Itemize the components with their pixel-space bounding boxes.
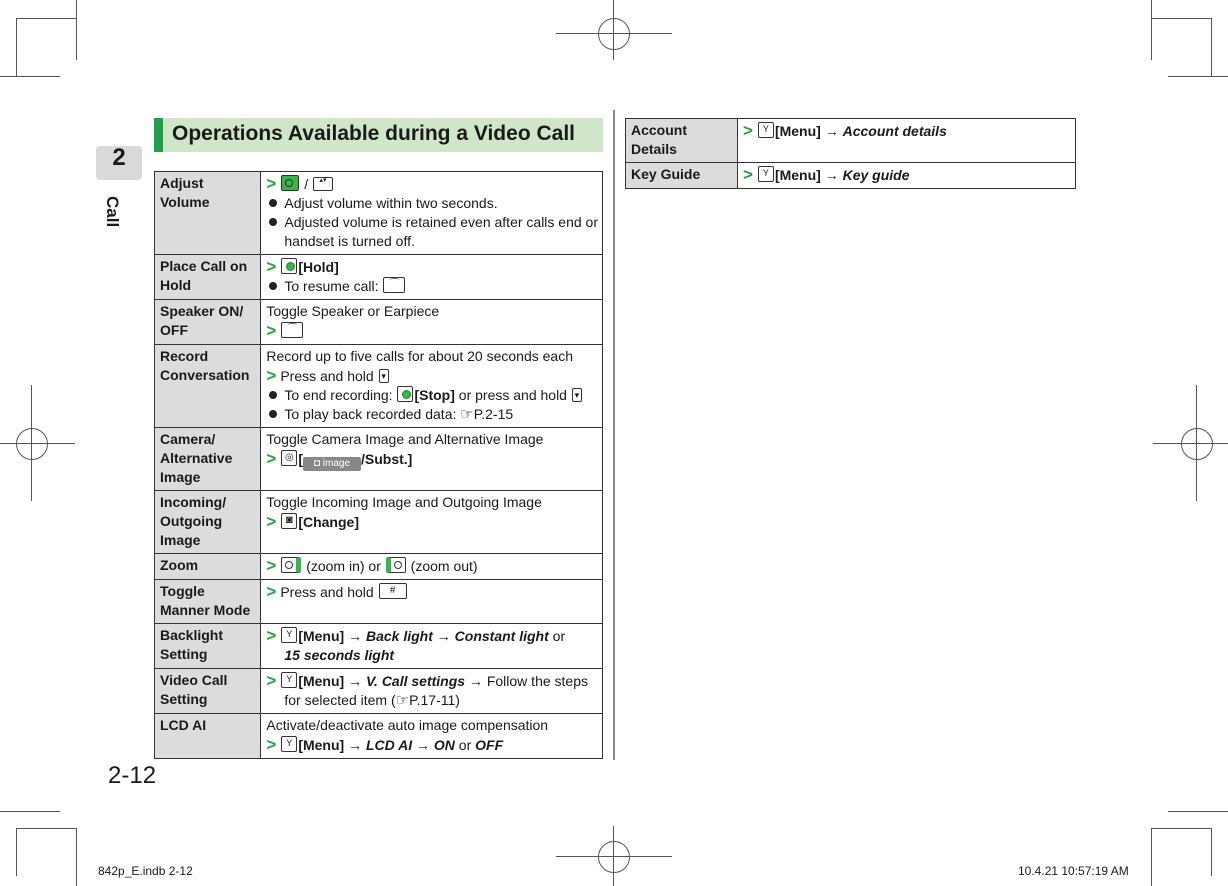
description-line: [266, 735, 598, 755]
description-line: [266, 174, 598, 194]
text-run: →: [432, 628, 455, 644]
row-label: Incoming/ Outgoing Image: [155, 491, 261, 554]
description-line: [266, 430, 598, 449]
text-run: Activate/deactivate auto image compensation: [266, 717, 549, 733]
text-run: [Menu]: [298, 628, 345, 644]
step-arrow-icon: >: [266, 449, 277, 468]
description-line: [266, 626, 598, 646]
text-run: or: [548, 628, 566, 644]
row-description: [261, 714, 603, 759]
menu-key-icon: Y: [281, 672, 297, 688]
text-run: or: [454, 737, 476, 753]
text-run: To end recording:: [284, 387, 397, 403]
text-run: ON: [433, 737, 455, 753]
center-key-icon: [281, 175, 299, 191]
chapter-number: 2: [112, 144, 126, 171]
bullet-icon: [269, 199, 277, 207]
text-run: [: [298, 451, 303, 467]
row-description: [738, 163, 1076, 189]
text-run: P.2-15: [473, 406, 514, 422]
text-run: Back light: [365, 628, 433, 644]
text-run: [Change]: [298, 514, 359, 530]
text-run: To resume call:: [284, 278, 383, 294]
row-label: Speaker ON/ OFF: [155, 300, 261, 345]
table-row: [155, 580, 603, 624]
bullet-icon: [269, 391, 277, 399]
send-key-icon: ⌒: [383, 277, 405, 293]
table-row: [155, 300, 603, 345]
text-run: (zoom out): [406, 558, 478, 574]
menu-key-icon: Y: [758, 122, 774, 138]
row-description: [261, 300, 603, 345]
table-row: [626, 163, 1076, 189]
description-line: [266, 257, 598, 277]
down-key-icon: ▾: [572, 388, 582, 402]
bullet-icon: [269, 218, 277, 226]
text-run: OFF: [475, 737, 504, 753]
footer-file-info: 842p_E.indb 2-12: [98, 864, 193, 878]
description-line: [266, 671, 598, 691]
row-label: Toggle Manner Mode: [155, 580, 261, 624]
step-arrow-icon: >: [266, 735, 277, 754]
text-run: Press and hold: [280, 584, 378, 600]
row-description: [261, 255, 603, 300]
up-down-key-icon: ▴▾: [313, 177, 333, 191]
row-description: [738, 119, 1076, 163]
step-arrow-icon: >: [743, 165, 753, 184]
text-run: →: [820, 123, 843, 139]
text-run: Adjusted volume is retained even after calls end or: [284, 214, 598, 230]
heading-accent-bar: [154, 118, 163, 152]
step-arrow-icon: >: [266, 626, 277, 645]
row-label: Account Details: [626, 119, 738, 163]
text-run: [Menu]: [298, 673, 345, 689]
text-run: Record up to five calls for about 20 seconds each: [266, 348, 574, 364]
table-row: [155, 491, 603, 554]
description-line: [266, 582, 598, 602]
step-arrow-icon: >: [266, 512, 277, 531]
section-title: Operations Available during a Video Call: [172, 122, 575, 145]
text-run: [Menu]: [774, 123, 821, 139]
chapter-name: Call: [103, 196, 122, 228]
text-run: Toggle Camera Image and Alternative Image: [266, 431, 544, 447]
text-run: [Menu]: [774, 167, 821, 183]
row-description: [261, 345, 603, 428]
zoom-in-key-icon: [281, 557, 301, 573]
table-row: [155, 172, 603, 255]
text-run: or press and hold: [454, 387, 571, 403]
row-description: [261, 428, 603, 491]
step-arrow-icon: >: [266, 257, 277, 276]
row-label: Zoom: [155, 554, 261, 580]
description-line: [266, 232, 598, 251]
text-run: Toggle Incoming Image and Outgoing Image: [266, 494, 542, 510]
table-row: [155, 345, 603, 428]
step-arrow-icon: >: [266, 321, 277, 340]
page-spine: [613, 110, 615, 760]
step-arrow-icon: >: [266, 366, 277, 385]
page-number: 2-12: [108, 762, 157, 789]
row-label: Place Call on Hold: [155, 255, 261, 300]
text-run: Press and hold: [280, 368, 378, 384]
pointing-hand-icon: ☞: [395, 692, 410, 709]
text-run: (zoom in) or: [302, 558, 385, 574]
section-heading: [154, 118, 603, 152]
text-run: LCD AI: [365, 737, 413, 753]
row-label: Camera/ Alternative Image: [155, 428, 261, 491]
text-run: [Hold]: [298, 259, 339, 275]
green-dot-key-icon: [397, 386, 413, 402]
table-row: [626, 119, 1076, 163]
text-run: handset is turned off.: [284, 233, 415, 249]
text-run: /: [300, 176, 312, 192]
step-arrow-icon: >: [266, 556, 277, 575]
pound-key-icon: #: [379, 583, 407, 599]
step-arrow-icon: >: [266, 582, 277, 601]
text-run: →: [344, 673, 366, 689]
pointing-hand-icon: ☞: [460, 406, 474, 423]
text-run: → Follow the steps: [465, 673, 588, 689]
description-line: [266, 556, 598, 576]
text-run: Adjust volume within two seconds.: [284, 195, 498, 211]
step-arrow-icon: >: [266, 671, 277, 690]
text-run: →: [344, 628, 366, 644]
bullet-icon: [269, 282, 277, 290]
table-row: [155, 554, 603, 580]
row-label: Adjust Volume: [155, 172, 261, 255]
table-row: [155, 428, 603, 491]
description-line: [266, 194, 598, 213]
bullet-icon: [269, 410, 277, 418]
text-run: →: [820, 167, 843, 183]
step-arrow-icon: >: [743, 121, 753, 140]
row-label: Backlight Setting: [155, 624, 261, 669]
description-line: [266, 691, 598, 710]
row-label: Video Call Setting: [155, 669, 261, 714]
description-line: [266, 347, 598, 366]
description-line: [266, 512, 598, 532]
step-arrow-icon: >: [266, 174, 277, 193]
camera-image-chip-icon: ◘ image: [303, 457, 361, 471]
description-line: [266, 213, 598, 232]
text-run: [Menu]: [298, 737, 345, 753]
text-run: V. Call settings: [365, 673, 466, 689]
text-run: [Stop]: [414, 387, 455, 403]
text-run: To play back recorded data:: [284, 406, 461, 422]
send-key-icon: ⌒: [281, 322, 303, 338]
text-run: →: [412, 737, 434, 753]
text-run: 15 seconds light: [284, 647, 395, 663]
description-line: [266, 386, 598, 405]
green-dot-key-icon: [281, 258, 297, 274]
description-line: [266, 449, 598, 471]
row-description: [261, 554, 603, 580]
description-line: [266, 277, 598, 296]
row-description: [261, 624, 603, 669]
table-row: [155, 669, 603, 714]
row-description: [261, 669, 603, 714]
text-run: Toggle Speaker or Earpiece: [266, 303, 440, 319]
table-row: [155, 714, 603, 759]
camera-key-icon: ◙: [281, 513, 297, 529]
description-line: [266, 716, 598, 735]
text-run: Key guide: [842, 167, 910, 183]
row-description: [261, 491, 603, 554]
description-line: [266, 321, 598, 341]
menu-key-icon: Y: [281, 736, 297, 752]
row-label: Key Guide: [626, 163, 738, 189]
description-line: [266, 302, 598, 321]
footer-timestamp: 10.4.21 10:57:19 AM: [1018, 864, 1129, 878]
text-run: Constant light: [454, 628, 549, 644]
text-run: Account details: [842, 123, 947, 139]
row-label: LCD AI: [155, 714, 261, 759]
description-line: [743, 165, 1071, 185]
row-label: Record Conversation: [155, 345, 261, 428]
description-line: [266, 646, 598, 665]
description-line: [743, 121, 1071, 141]
table-row: [155, 255, 603, 300]
row-description: [261, 172, 603, 255]
menu-key-icon: Y: [281, 627, 297, 643]
operations-table-continued: [625, 118, 1076, 189]
text-run: →: [344, 737, 366, 753]
text-run: P.17-11): [409, 692, 460, 708]
description-line: [266, 366, 598, 386]
tv-key-icon: ◎: [281, 450, 297, 466]
description-line: [266, 405, 598, 424]
menu-key-icon: Y: [758, 166, 774, 182]
table-row: [155, 624, 603, 669]
text-run: /Subst.]: [360, 451, 413, 467]
row-description: [261, 580, 603, 624]
text-run: for selected item (: [284, 692, 396, 708]
description-line: [266, 493, 598, 512]
down-key-icon: ▾: [379, 369, 389, 383]
zoom-out-key-icon: [386, 557, 406, 573]
operations-table: [154, 171, 603, 759]
